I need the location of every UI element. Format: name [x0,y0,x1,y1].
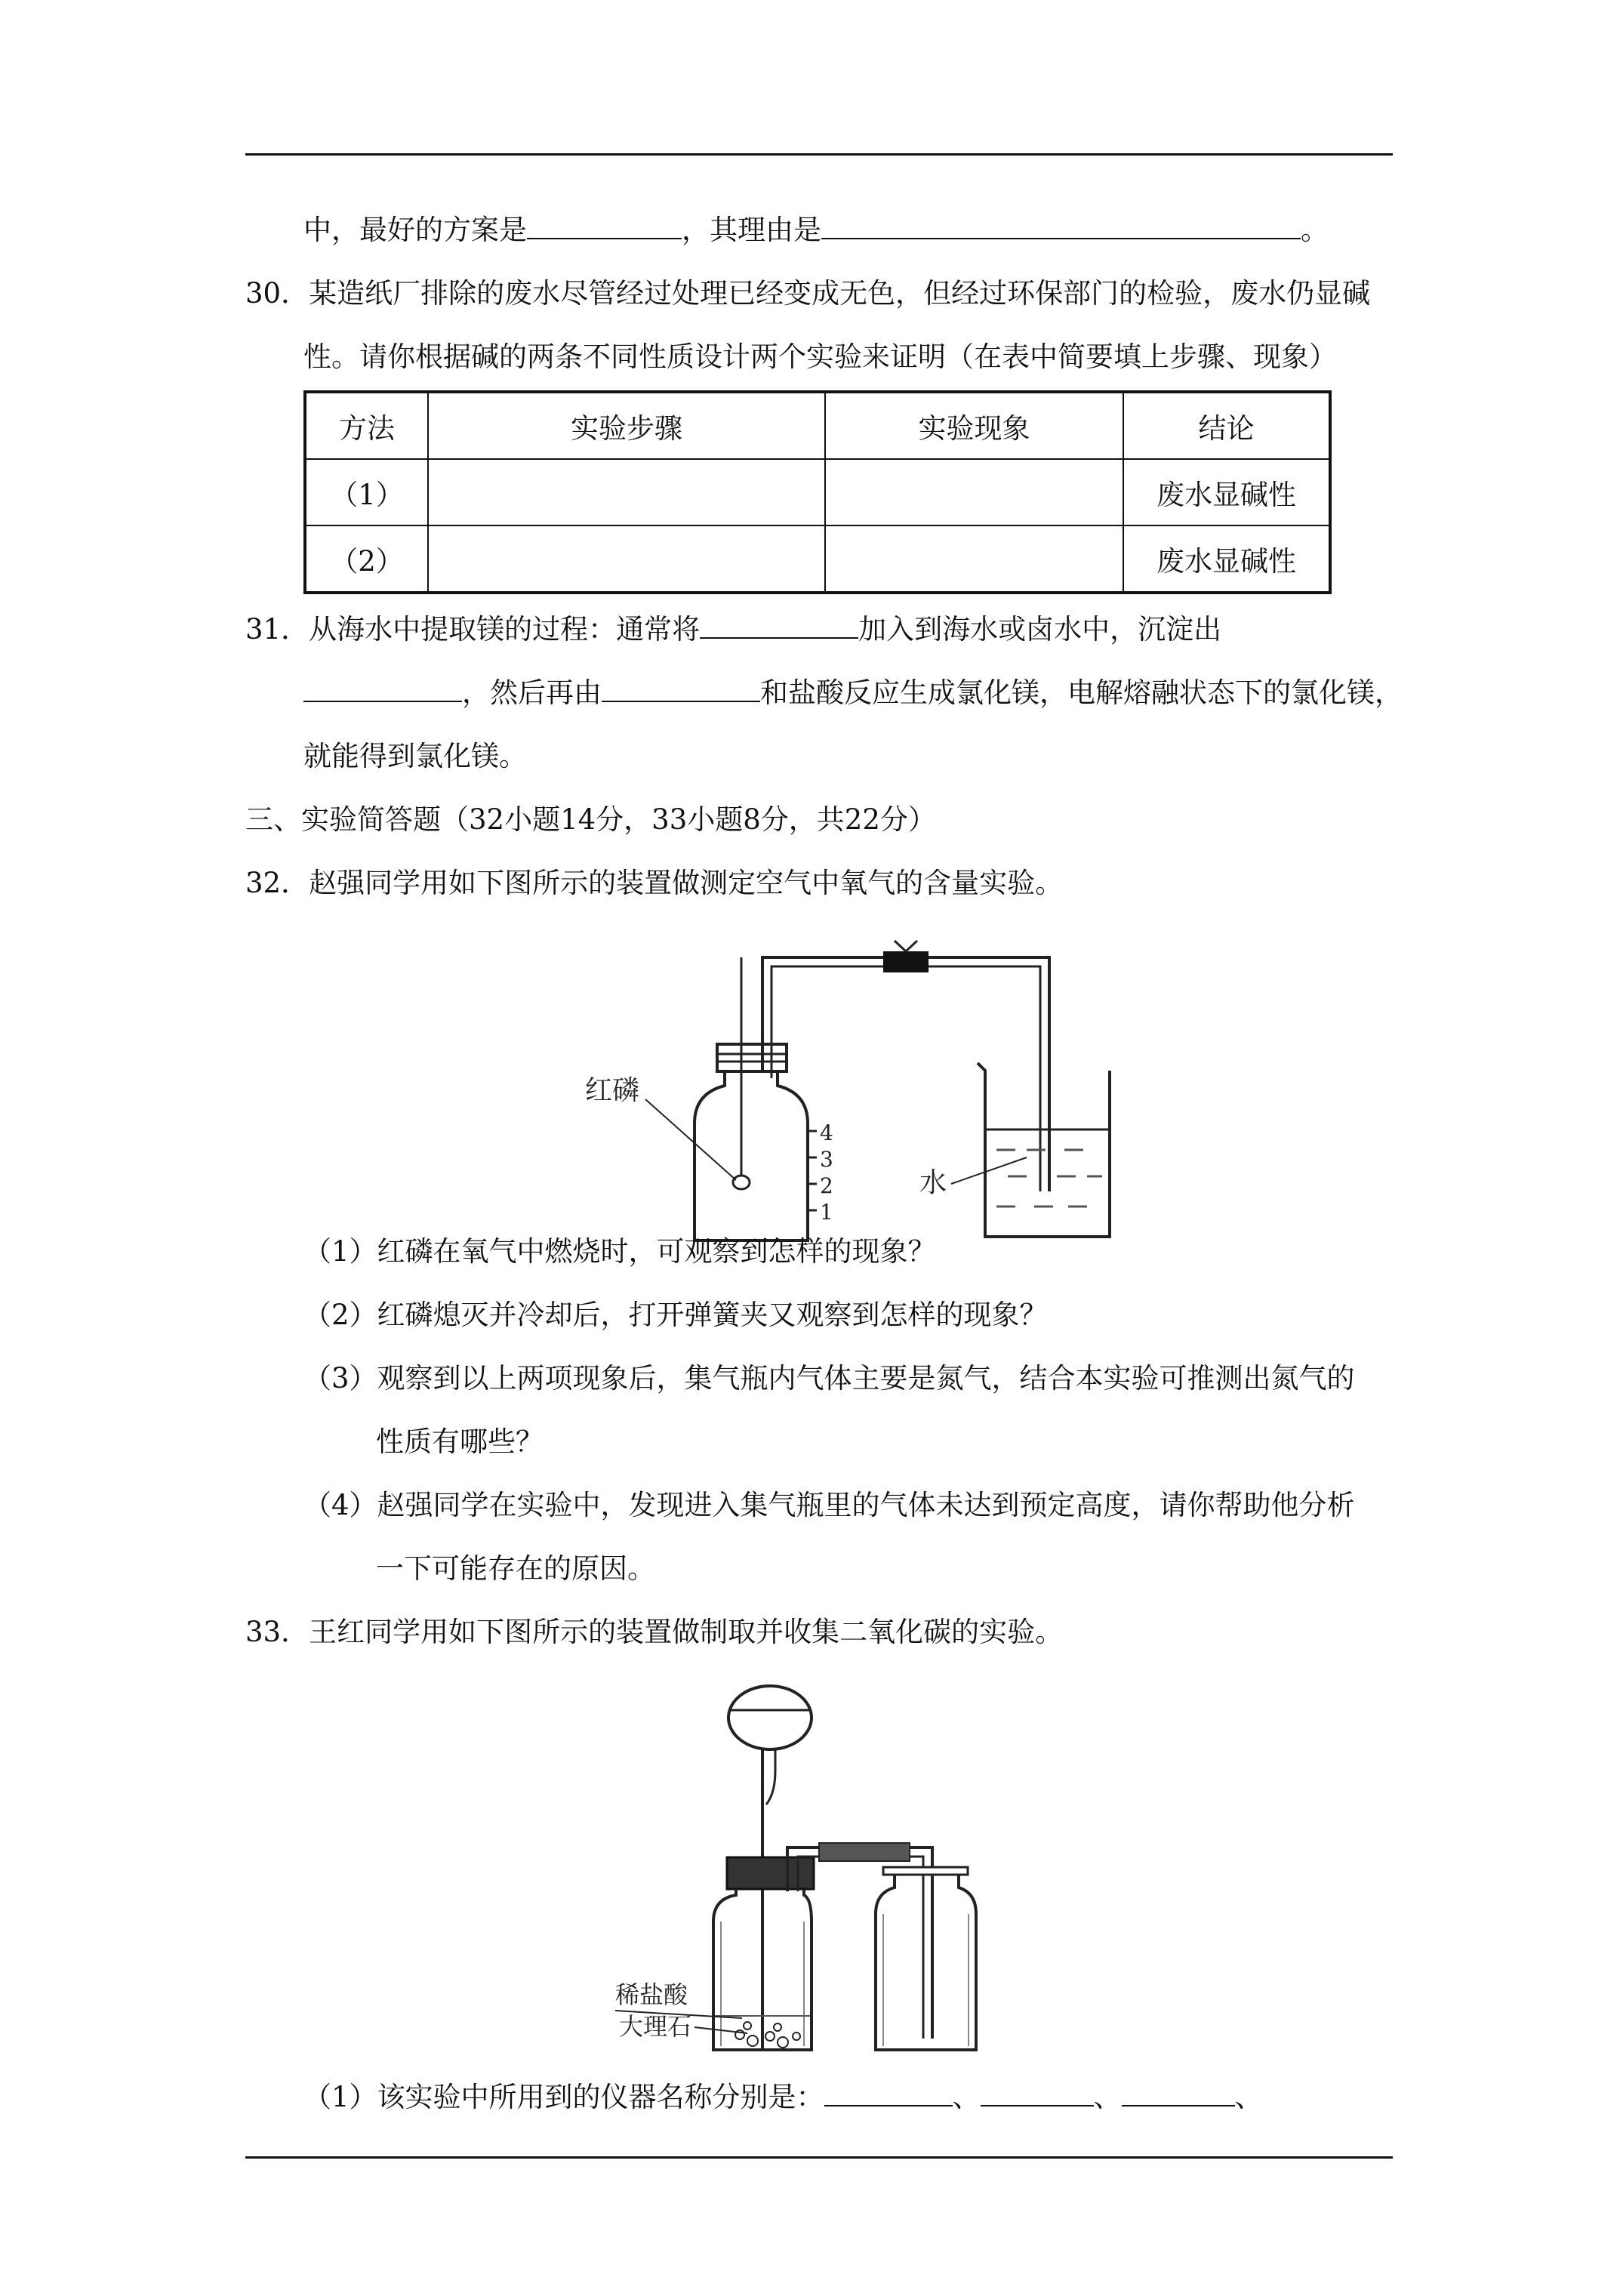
q31-blank-compound[interactable] [602,673,760,702]
top-rule [245,153,1393,156]
q32-sub3-line1: （3）观察到以上两项现象后，集气瓶内气体主要是氮气，结合本实验可推测出氮气的 [303,1362,1355,1395]
connecting-tube [762,957,1049,1191]
row2-method: （2） [305,525,428,593]
q31-line3 [303,737,527,776]
q31-text-1b: 加入到海水或卤水中，沉淀出 [858,613,1222,646]
generator-stopper [727,1857,814,1889]
sep-1: 、 [952,2081,981,2113]
q31-line2 [303,673,1403,713]
q33-number: 33． [245,1616,310,1648]
table-header-row [305,392,1330,459]
row2-conclusion: 废水显碱性 [1123,525,1330,593]
q32-sub4-line2: 一下可能存在的原因。 [376,1552,655,1585]
instrument-blank-2[interactable] [981,2078,1094,2106]
q32-sub3-line2: 性质有哪些？ [376,1425,544,1458]
scale-mark-4: 4 [820,1120,833,1145]
tail-suffix: 。 [1301,214,1329,246]
sep-3: 、 [1234,2081,1263,2113]
instrument-blank-1[interactable] [824,2078,953,2106]
collecting-bottle-cover [883,1867,968,1875]
row1-steps-cell[interactable] [428,459,825,525]
header-phenomenon: 实验现象 [825,392,1123,459]
reason-blank[interactable] [821,211,1301,239]
scale-mark-3: 3 [820,1147,833,1172]
q33-sub1 [303,2078,1263,2117]
row1-method: （1） [305,459,428,525]
label-red-phosphorus: 红磷 [585,1075,640,1106]
q31-text-3: 就能得到氯化镁。 [303,740,527,772]
tail-mid: ，其理由是 [682,214,821,246]
rubber-tube [819,1843,910,1861]
co2-experiment-figure [615,1672,1030,2065]
q31-text-2a: ，然后再由 [462,676,602,709]
q30-number: 30． [245,277,310,310]
header-steps: 实验步骤 [428,392,825,459]
q31-line1 [245,610,1221,649]
instrument-blank-3[interactable] [1122,2078,1235,2106]
label-water: 水 [919,1167,947,1198]
q30-line1 [245,274,1370,313]
spring-clip-icon [883,941,929,972]
label-marble: 大理石 [619,2012,692,2041]
phosphorus-spoon [733,1176,750,1189]
q32-stem [245,864,1063,903]
rubber-stopper [717,1044,787,1071]
tail-prefix: 中，最好的方案是 [303,214,527,246]
gas-collecting-bottle [694,1071,808,1240]
q31-blank-precipitate[interactable] [303,673,462,702]
q32-sub1: （1）红磷在氧气中燃烧时，可观察到怎样的现象？ [303,1235,936,1268]
q32-number: 32． [245,867,310,899]
sep-2: 、 [1093,2081,1122,2113]
q33-text: 王红同学用如下图所示的装置做制取并收集二氧化碳的实验。 [309,1616,1064,1648]
q31-text-1a: 从海水中提取镁的过程：通常将 [309,613,701,646]
q30-text-1: 某造纸厂排除的废水尽管经过处理已经变成无色，但经过环保部门的检验，废水仍显碱 [309,277,1371,310]
table-row [305,459,1330,525]
q32-sub2: （2）红磷熄灭并冷却后，打开弹簧夹又观察到怎样的现象？ [303,1299,1048,1331]
section-3-title: 三、实验简答题（32小题14分，33小题8分，共22分） [245,803,936,836]
q30-table [303,390,1332,594]
best-plan-blank[interactable] [527,211,682,239]
q32-text: 赵强同学用如下图所示的装置做测定空气中氧气的含量实验。 [309,867,1064,899]
collecting-bottle [876,1875,976,2050]
table-row [305,525,1330,593]
previous-question-tail [303,211,1329,250]
scale-mark-1: 1 [820,1200,833,1225]
q31-blank-reagent[interactable] [700,610,858,639]
q33-sub1-prefix: （1）该实验中所用到的仪器名称分别是： [303,2081,824,2113]
q31-text-2b: 和盐酸反应生成氯化镁，电解熔融状态下的氯化镁， [760,676,1403,709]
label-dilute-hcl: 稀盐酸 [615,1980,688,2009]
q33-stem [245,1613,1063,1652]
header-conclusion: 结论 [1123,392,1330,459]
q30-line2 [303,337,1337,377]
row2-steps-cell[interactable] [428,525,825,593]
marble-pieces [735,2022,800,2048]
row1-phenomenon-cell[interactable] [825,459,1123,525]
scale-mark-2: 2 [820,1173,833,1198]
row1-conclusion: 废水显碱性 [1123,459,1330,525]
q30-text-2: 性。请你根据碱的两条不同性质设计两个实验来证明（在表中简要填上步骤、现象） [303,341,1337,373]
header-method: 方法 [305,392,428,459]
bottom-rule [245,2156,1393,2159]
q31-number: 31． [245,613,310,646]
q32-sub4-line1: （4）赵强同学在实验中，发现进入集气瓶里的气体未达到预定高度，请你帮助他分析 [303,1489,1355,1521]
oxygen-experiment-figure [574,935,1117,1252]
long-neck-funnel [728,1686,812,1749]
row2-phenomenon-cell[interactable] [825,525,1123,593]
